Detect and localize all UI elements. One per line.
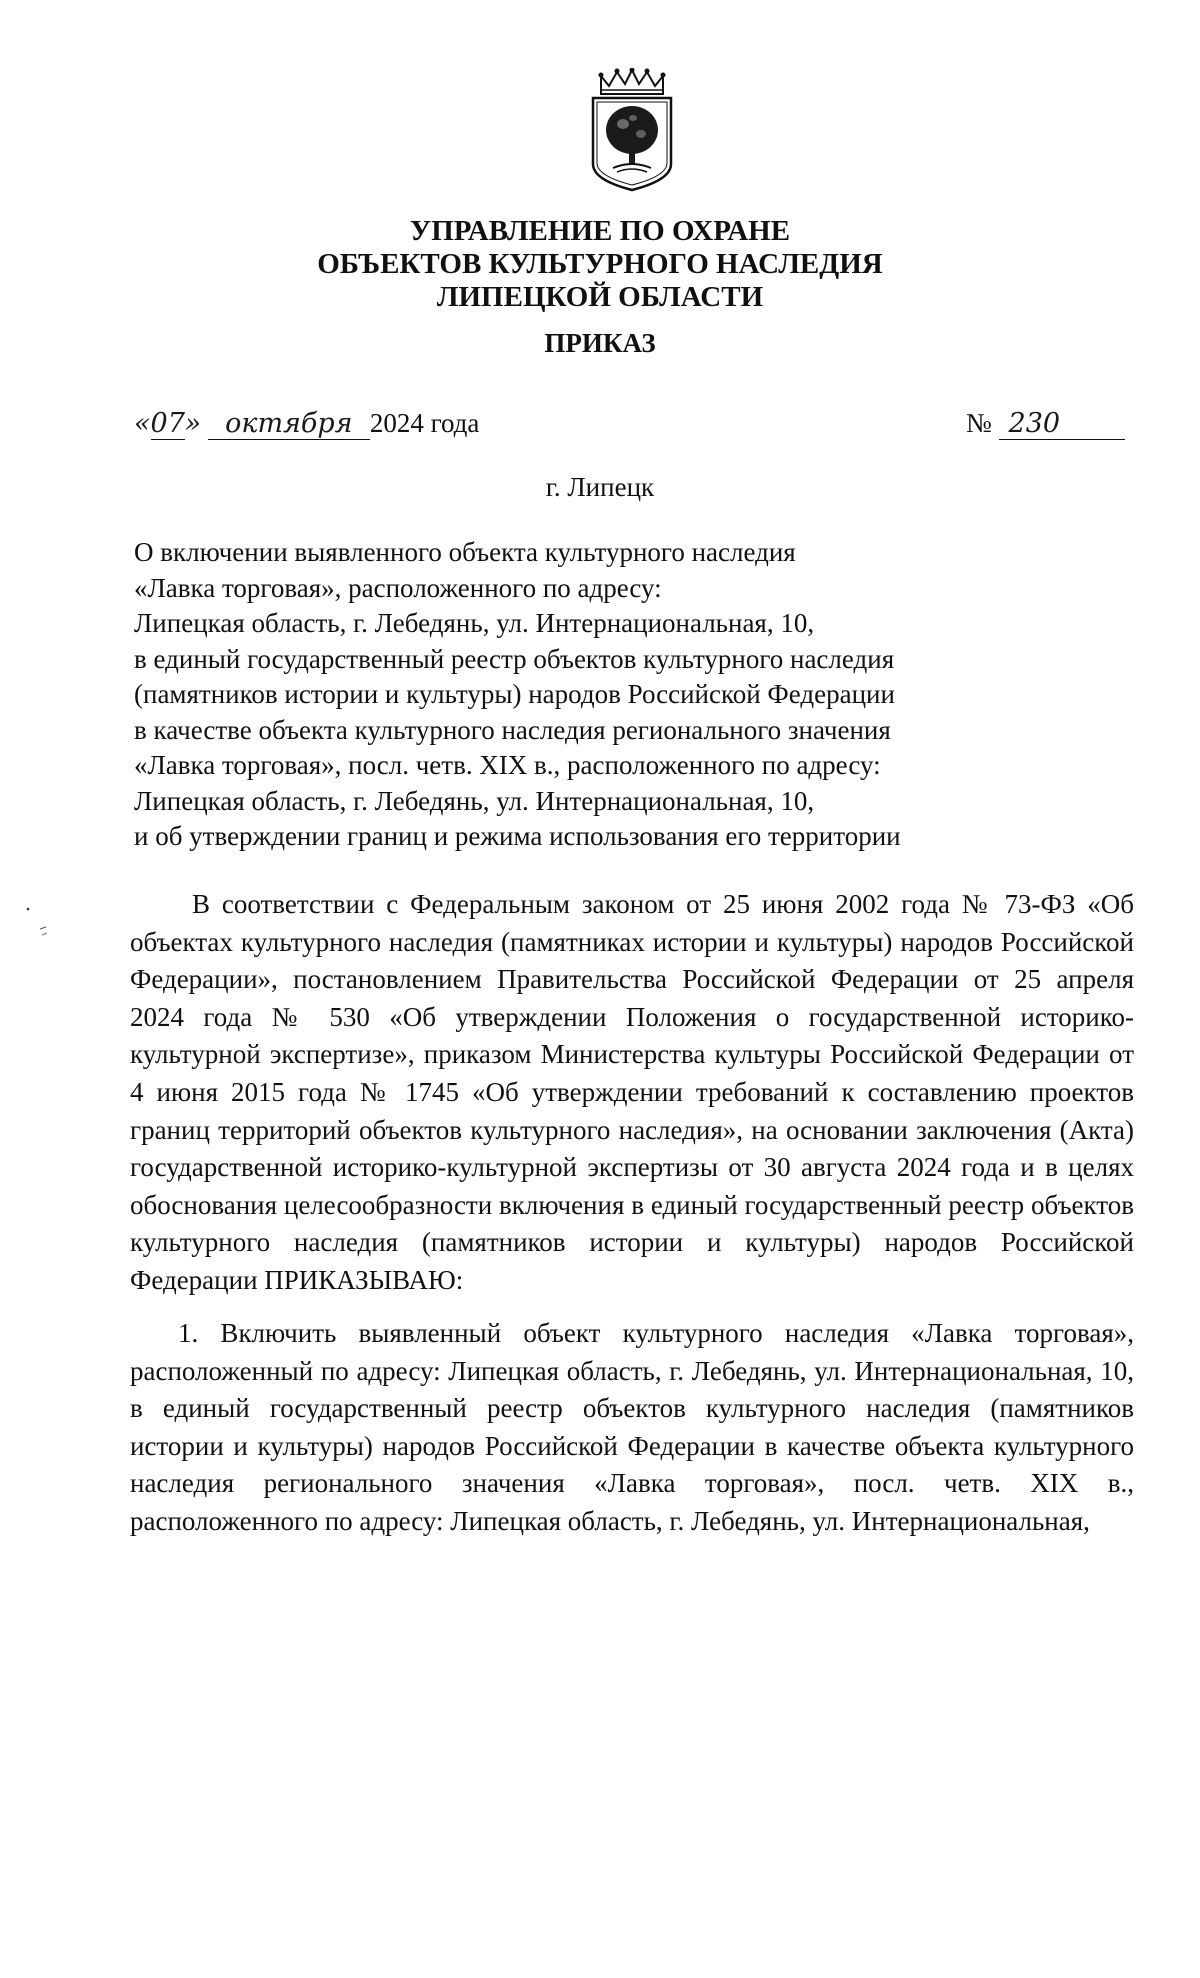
coat-of-arms-icon <box>587 68 677 192</box>
date-month: октября <box>208 408 370 440</box>
subject-line: «Лавка торговая», посл. четв. XIX в., расположенного по адресу: <box>134 750 881 780</box>
organization-name <box>0 215 1200 314</box>
subject-line: в единый государственный реестр объектов культурного наследия <box>134 643 895 674</box>
scan-specks <box>24 905 64 945</box>
subject-line: и об утверждении границ и режима использования его территории <box>134 821 901 851</box>
subject-line: (памятников истории и культуры) народов Российской Федерации <box>134 679 895 709</box>
order-title: ПРИКАЗ <box>544 328 656 358</box>
order-date <box>134 408 479 440</box>
number-value: 230 <box>999 408 1125 440</box>
order-subject <box>134 535 901 855</box>
subject-line: Липецкая область, г. Лебедянь, ул. Интернациональная, 10, <box>134 785 815 816</box>
subject-line: О включении выявленного объекта культурного наследия <box>134 537 796 567</box>
preamble-paragraph: В соответствии с Федеральным законом от 25 июня 2002 года № 73-ФЗ «Об объектах культурного наследия (памятниках истории и культуры) народов Российской Федерации», постановлением Правительства Российской Федерации от 25 апреля 2024 года № 530 «Об утверждении Положения о государственной историко-культурной экспертизе», приказом Министерства культуры Российской Федерации от 4 июня 2015 года № 1745 «Об утверждении требований к составлению проектов границ территорий объектов культурного наследия», на основании заключения (Акта) государственной историко-культурной экспертизы от 30 августа 2024 года и в целях обоснования целесообразности включения в единый государственный реестр объектов культурного наследия (памятников истории и культуры) народов Российской Федерации ПРИКАЗЫВАЮ: <box>130 889 1134 1295</box>
subject-line: «Лавка торговая», расположенного по адресу: <box>134 572 662 603</box>
subject-line: в качестве объекта культурного наследия регионального значения <box>134 714 891 745</box>
date-year: 2024 года <box>369 408 480 438</box>
date-close-quote: » <box>184 408 202 439</box>
date-day: 07 <box>150 408 185 439</box>
number-label: № <box>966 408 992 438</box>
subject-line: Липецкая область, г. Лебедянь, ул. Интернациональная, 10, <box>134 608 815 638</box>
date-open-quote: « <box>134 408 151 439</box>
order-item-1: 1. Включить выявленный объект культурного наследия «Лавка торговая», расположенный по адресу: Липецкая область, г. Лебедянь, ул. Интернациональная, 10, в единый государственный реестр объектов культурного наследия (памятников истории и культуры) народов Российской Федерации в качестве объекта культурного наследия регионального значения «Лавка торговая», посл. четв. XIX в., расположенного по адресу: Липецкая область, г. Лебедянь, ул. Интернациональная, <box>130 1318 1134 1536</box>
city: г. Липецк <box>545 472 655 502</box>
order-number <box>966 408 1125 440</box>
org-line-2: ОБЪЕКТОВ КУЛЬТУРНОГО НАСЛЕДИЯ <box>317 248 883 280</box>
org-line-3: ЛИПЕЦКОЙ ОБЛАСТИ <box>436 281 764 313</box>
org-line-1: УПРАВЛЕНИЕ ПО ОХРАНЕ <box>409 215 791 247</box>
